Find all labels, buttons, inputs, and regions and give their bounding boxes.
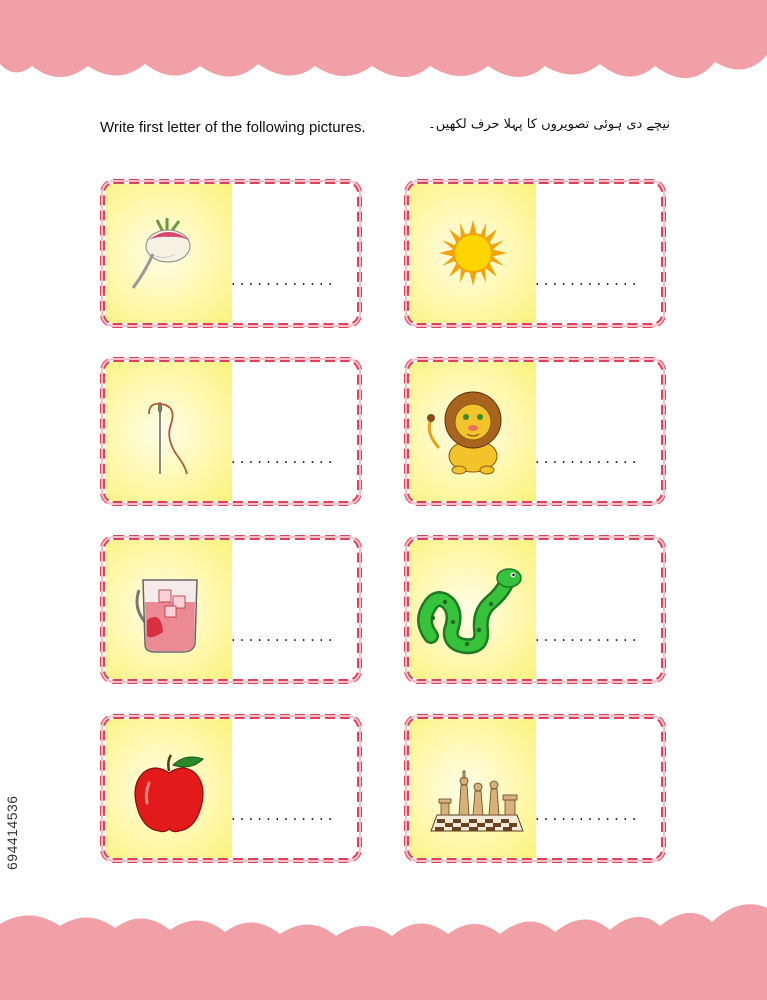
worksheet-card-apple <box>100 714 362 863</box>
bottom-cloud-border <box>0 900 767 1000</box>
answer-blank[interactable]: ............ <box>533 630 639 645</box>
sun-icon <box>409 184 536 323</box>
answer-blank[interactable]: ............ <box>229 630 335 645</box>
worksheet-card-needle <box>100 357 362 506</box>
answer-blank[interactable]: ............ <box>533 274 639 289</box>
picture-panel <box>409 184 536 323</box>
worksheet-card-jug <box>100 535 362 684</box>
instruction-english: Write first letter of the following pictures. <box>100 119 366 136</box>
picture-panel <box>409 540 536 679</box>
juice-jug-icon <box>105 540 232 679</box>
answer-blank[interactable]: ............ <box>229 809 335 824</box>
picture-panel <box>409 719 536 858</box>
answer-blank[interactable]: ............ <box>229 274 335 289</box>
worksheet-card-chess <box>404 714 666 863</box>
apple-icon <box>105 719 232 858</box>
worksheet-card-turnip <box>100 179 362 328</box>
instruction-urdu: نیچے دی ہوئی تصویروں کا پہلا حرف لکھیں۔ <box>428 117 670 132</box>
answer-blank[interactable]: ............ <box>533 809 639 824</box>
picture-panel <box>105 540 232 679</box>
worksheet-card-lion <box>404 357 666 506</box>
turnip-icon <box>105 184 232 323</box>
answer-blank[interactable]: ............ <box>229 452 335 467</box>
chess-icon <box>409 719 536 858</box>
top-cloud-border <box>0 0 767 80</box>
answer-blank[interactable]: ............ <box>533 452 639 467</box>
picture-panel <box>409 362 536 501</box>
needle-thread-icon <box>105 362 232 501</box>
snake-icon <box>409 540 536 679</box>
lion-icon <box>409 362 536 501</box>
picture-panel <box>105 362 232 501</box>
stock-id-text: 694414536 <box>4 795 20 870</box>
worksheet-card-snake <box>404 535 666 684</box>
worksheet-card-sun <box>404 179 666 328</box>
picture-panel <box>105 184 232 323</box>
picture-panel <box>105 719 232 858</box>
